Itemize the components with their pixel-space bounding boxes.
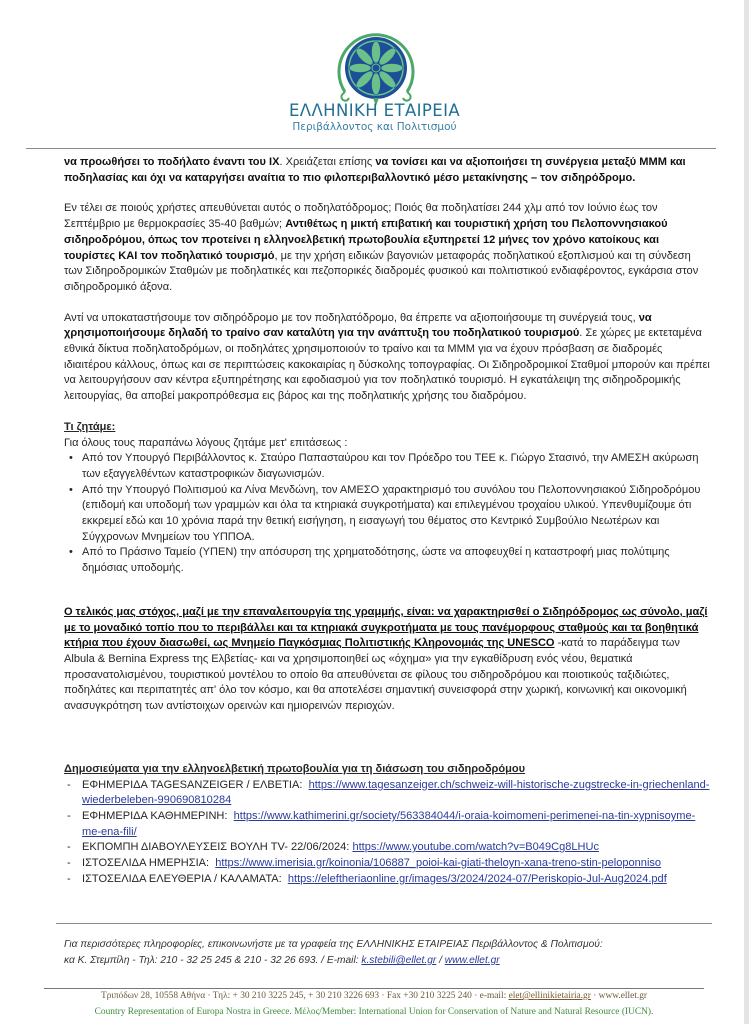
press-link[interactable]: https://www.imerisia.gr/koinonia/106887_poioi-kai-giati-theloyn-xana-treno-stin-peloponniso [215,857,662,870]
press-item [82,778,712,809]
contact-divider [56,923,712,924]
address-text: Τριπόδων 28, 10558 Αθήνα · Τηλ: + 30 210 3225 245, + 30 210 3226 693 · Fax +30 210 3225 240 · e-mail: [100,991,509,1001]
footer-membership: Country Representation of Europa Nostra in Greece. Μέλος/Member: International Union for Conservation of Nature and Natural Resource (IUCN). [94,1007,654,1017]
logo-petal [381,64,403,73]
press-item [82,872,712,888]
bold-text: να προωθήσει το ποδήλατο έναντι του ΙΧ [64,156,280,168]
footer-website: · www.ellet.gr [590,991,648,1001]
ellet-logo-icon [333,30,419,108]
logo-petal [372,41,381,63]
press-item [82,840,712,856]
footer-email-link[interactable]: elet@ellinikietairia.gr [508,991,591,1001]
press-label: ΙΣΤΟΣΕΛΙΔΑ ΗΜΕΡΗΣΙΑ: [82,857,210,870]
press-link[interactable]: https://www.youtube.com/watch?v=B049Cg8LHUc [352,841,599,854]
contact-person-phone: κα Κ. Στεμπίλη - Τηλ: 210 - 32 25 245 & 210 - 32 26 693. / E-mail: [64,955,362,966]
header-divider [26,148,716,149]
press-list [64,778,712,888]
demands-heading: Τι ζητάμε: [64,420,116,433]
page-edge [744,0,749,1024]
text: , με την χρήση ειδικών βαγονιών μεταφοράς ποδηλατικού εξοπλισμού και τη σύνδεση των Σιδηροδρομικών Σταθμών με ποδηλατικές και πεζοπορικές διαδρομές φυσικού και πολιτιστικού ενδιαφέροντος, εγκάρσια στον σιδηροδρομικό άξονα. [64,249,699,293]
letter-body [64,155,712,887]
press-heading: Δημοσιεύματα για την ελληνοελβετική πρωτοβουλία για τη διάσωση του σιδηροδρόμου [64,762,526,775]
text: . Χρειάζεται επίσης [279,156,376,168]
contact-line-2 [64,953,712,969]
text: . Σε χώρες με εκτεταμένα εθνικά δίκτυα ποδηλατοδρόμων, οι ποδηλάτες χρησιμοποιούν το τραίνο και τα ΜΜΜ για να έχουν πρόσβαση σε διαδρομές ιδιαιτέρου κάλλους, όπως και σε περιπτώσεις κακοκαιρίας η δύσκολης τοπογραφίας. Οι Σιδηροδρομικοί Σταθμοί μπορούν και πρέπει να λειτουργήσουν σαν κέντρα εξυπηρέτησης και εφοδιασμού για τον ποδηλατικό τουρισμό. Η εγκατάλειψη της σιδηροδρομικής λειτουργίας, θα αποβεί μακροπρόθεσμα εις βάρος και της ποδηλατικής χρήσης του διαδρόμου. [64,327,710,403]
contact-line-1: Για περισσότερες πληροφορίες, επικοινωνήστε με τα γραφεία της ΕΛΛΗΝΙΚΗΣ ΕΤΑΙΡΕΙΑΣ Περιβάλλοντος & Πολιτισμού: [64,939,603,950]
bold-text: να τονίσει και να αξιοποιήσει τη συνέργεια μεταξύ ΜΜΜ και ποδηλασίας και όχι να καταργήσει αναίτια το πιο φιλοπεριβαλλοντικό μέσο μετακίνησης – τον σιδηρόδρομο. [64,156,686,184]
paragraph-users [64,201,712,295]
demand-item: • Από την Υπουργό Πολιτισμού κα Λίνα Μενδώνη, τον ΑΜΕΣΟ χαρακτηρισμό του συνόλου του Πελοποννησιακού Σιδηροδρόμου (επιδομή και υποδομή των γραμμών και όλα τα κτηριακά συγκροτήματα) και επιλεγμένου τροχαίου υλικού. Υπενθυμίζουμε ότι εκκρεμεί εδώ και 10 χρόνια παρά την θετική εισήγηση, η εισαγωγή του θέματος στο Κεντρικό Συμβούλιο Νεωτέρων και Σύγχρονων Μνημείων του ΥΠΠΟΑ. [82,483,712,546]
bold-text: Αντιθέτως η μικτή επιβατική και τουριστική χρήση του Πελοποννησιακού σιδηροδρόμου, όπως τον προτείνει η ελληνοελβετική πρωτοβουλία εξυπηρετεί 12 μήνες τον χρόνο κατοίκους και τουρίστες ΚΑΙ τον ποδηλατικό τουρισμό [64,218,668,262]
logo-petal [372,73,381,95]
text: Εν τέλει σε ποιούς χρήστες απευθύνεται αυτός ο ποδηλατόδρομος; Ποιός θα ποδηλατίσει 244 χλμ από τον Ιούνιο έως τον Σεπτέμβριο με θερμοκρασίες 35-40 βαθμών; [64,202,658,231]
demands-intro: Για όλους τους παραπάνω λόγους ζητάμε μετ' επιτάσεως : [64,436,348,449]
press-label: ΕΚΠΟΜΠΗ ΔΙΑΒΟΥΛΕΥΣΕΙΣ ΒΟΥΛΗ TV- 22/06/2024: [82,841,350,854]
contact-info [64,937,712,969]
logo-scroll-right [403,92,411,101]
press-link[interactable]: https://eleftheriaonline.gr/images/3/2024/2024-07/Periskopio-Jul-Aug2024.pdf [287,872,667,885]
press-link[interactable]: https://www.kathimerini.gr/society/563384044/i-oraia-koimomeni-perimenei-na-tin-xypnisoyme-me-ena-fili/ [82,809,696,838]
contact-website-link[interactable]: www.ellet.gr [444,955,500,966]
demand-item: • Από το Πράσινο Ταμείο (ΥΠΕΝ) την απόσυρση της χρηματοδότησης, ώστε να αποφευχθεί η καταστροφή μιας πολύτιμης δημόσιας υποδομής. [82,545,712,576]
paragraph-synergy [64,311,712,405]
press-item [82,809,712,840]
press-item [82,856,712,872]
org-subtitle: Περιβάλλοντος και Πολιτισμού [292,121,457,133]
paragraph-goal [64,605,712,715]
logo-scroll-left [341,92,349,101]
press-label: ΕΦΗΜΕΡΙΔΑ TAGESANZEIGER / ΕΛΒΕΤΙΑ: [82,778,303,791]
paragraph-intro [64,155,712,186]
footer-address [44,991,704,1001]
text: -κατά το παράδειγμα των Albula & Bernina Express της Ελβετίας- και να χρησιμοποιηθεί ως «όχημα» για την εγκαθίδρυση ενός νέου, θεματικά προσανατολισμένου, τουριστικού μοντέλου το οποίο θα απευθύνεται σε φίλους του σιδηροδρόμου και ποιοτικούς ταξιδιώτες, ποδηλάτες και περιπατητές απ' όλο τον κόσμο, και θα αποτελέσει σημαντική συνεισφορά στην χωρική, κοινωνική και οικονομική ανασυγκρότηση των αντίστοιχων ορεινών και ημιορεινών περιοχών. [64,637,687,713]
press-link[interactable]: https://www.tagesanzeiger.ch/schweiz-will-historische-zugstrecke-in-griechenland-wiederbeleben-990690810284 [82,778,710,807]
contact-email-link[interactable]: k.stebili@ellet.gr [361,955,437,966]
text: Αντί να υποκαταστήσουμε τον σιδηρόδρομο με τον ποδηλατόδρομο, θα έπρεπε να αξιοποιήσουμε τη συνέργειά τους, [64,311,639,324]
logo-center [372,64,380,72]
demand-item: • Από τον Υπουργό Περιβάλλοντος κ. Σταύρο Παπασταύρου και τον Πρόεδρο του ΤΕΕ κ. Γιώργο Στασινό, την ΑΜΕΣΗ ακύρωση των εξαγγελθέντων καταστροφικών διαγωνισμών. [82,451,712,482]
bold-text: να χρησιμοποιήσουμε δηλαδή το τραίνο σαν καταλύτη για την ανάπτυξη του ποδηλατικού τουρισμού [64,311,652,340]
demands-list [64,451,712,577]
separator: / [436,955,445,966]
goal-statement: Ο τελικός μας στόχος, μαζί με την επαναλειτουργία της γραμμής, είναι: να χαρακτηρισθεί ο Σιδηρόδρομος ως σύνολο, μαζί με το μοναδικό τοπίο που το περιβάλλει και τα κτηριακά συγκροτήματα με τους πανέμορφους σταθμούς και τα βοηθητικά κτήρια που έχουν διασωθεί, ως Μνημείο Παγκόσμιας Πολιτιστικής Κληρονομιάς της UNESCO [64,605,708,650]
org-name: ΕΛΛΗΝΙΚΗ ΕΤΑΙΡΕΙΑ [288,101,461,120]
footer-divider [44,988,704,989]
press-label: ΙΣΤΟΣΕΛΙΔΑ ΕΛΕΥΘΕΡΙΑ / ΚΑΛΑΜΑΤΑ: [82,872,282,885]
press-label: ΕΦΗΜΕΡΙΔΑ ΚΑΘΗΜΕΡΙΝΗ: [82,809,228,822]
logo-petal [349,64,371,73]
